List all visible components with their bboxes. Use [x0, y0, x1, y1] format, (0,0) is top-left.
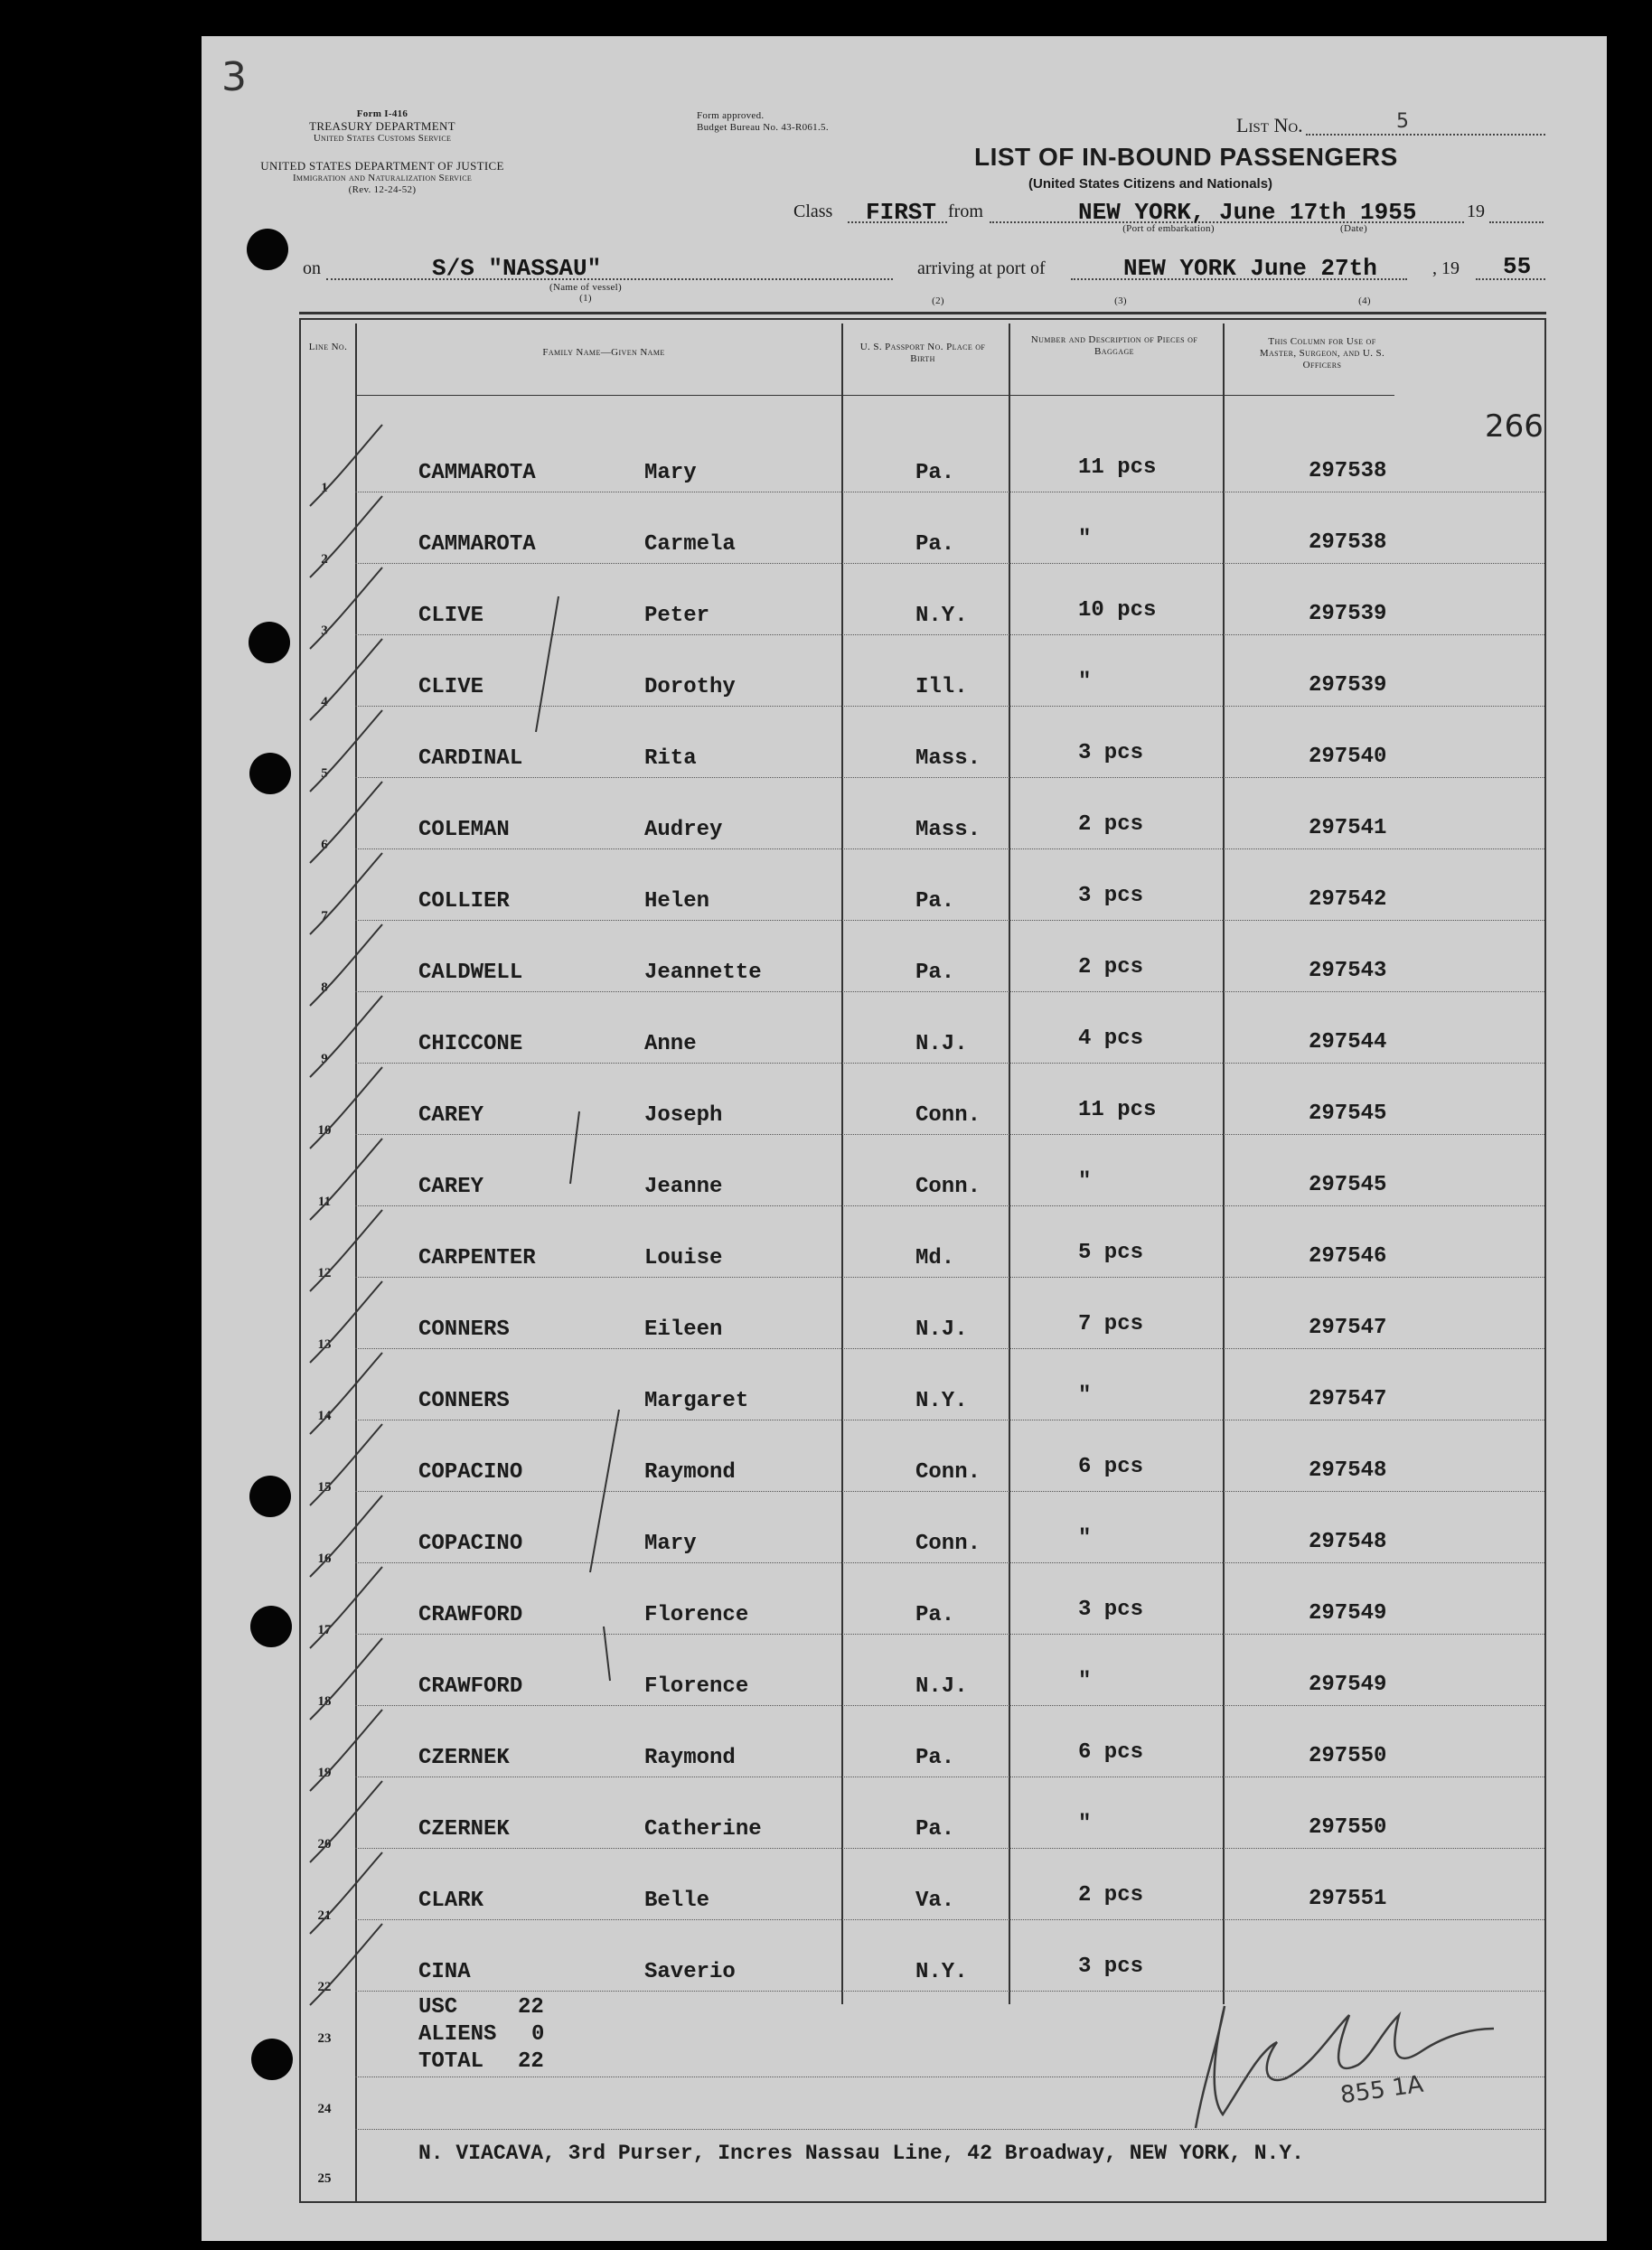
date-caption: (Date): [1340, 223, 1367, 234]
check-mark: [310, 853, 382, 934]
check-mark: [310, 1210, 382, 1291]
baggage-count: ": [1078, 1812, 1092, 1836]
arriving-label: arriving at port of: [917, 258, 1046, 278]
place-of-birth: N.Y.: [915, 1389, 968, 1413]
check-mark: [310, 496, 382, 577]
baggage-count: 2 pcs: [1078, 1883, 1144, 1908]
line-number: 15: [317, 1480, 332, 1495]
baggage-count: 6 pcs: [1078, 1455, 1144, 1479]
baggage-count: ": [1078, 1669, 1092, 1693]
line-number: 2: [321, 552, 328, 567]
officer-number: 297540: [1309, 745, 1387, 769]
punch-hole: [250, 1606, 292, 1647]
page-number: 266: [1485, 408, 1544, 445]
officer-number: 297549: [1309, 1673, 1387, 1697]
place-of-birth: Pa.: [915, 461, 955, 485]
given-name: Peter: [644, 604, 710, 628]
family-name: COLLIER: [418, 889, 510, 914]
officer-number: 297550: [1309, 1815, 1387, 1840]
family-name: CAREY: [418, 1103, 484, 1128]
check-mark: [310, 1567, 382, 1648]
place-of-birth: N.Y.: [915, 604, 968, 628]
line-number: 11: [317, 1195, 332, 1209]
check-mark: [310, 1139, 382, 1220]
from-year-suffix: 19: [1467, 202, 1485, 221]
place-of-birth: Pa.: [915, 889, 955, 914]
baggage-count: 3 pcs: [1078, 1955, 1144, 1979]
family-name: COPACINO: [418, 1532, 523, 1556]
officer-number: 297543: [1309, 959, 1387, 983]
baggage-count: ": [1078, 1526, 1092, 1551]
officer-number: 297541: [1309, 816, 1387, 840]
line-number: 18: [317, 1694, 332, 1709]
place-of-birth: Pa.: [915, 1603, 955, 1627]
line-number: 22: [317, 1980, 332, 1994]
family-name: CARDINAL: [418, 746, 523, 771]
officer-number: 297548: [1309, 1458, 1387, 1483]
punch-hole: [249, 753, 291, 794]
line-number: 17: [317, 1623, 332, 1637]
place-of-birth: N.J.: [915, 1032, 968, 1056]
family-name: CAREY: [418, 1175, 484, 1199]
family-name: CHICCONE: [418, 1032, 523, 1056]
from-value: NEW YORK, June 17th 1955: [1078, 199, 1417, 226]
form-title: LIST OF IN-BOUND PASSENGERS: [974, 143, 1398, 171]
check-mark: [310, 1781, 382, 1862]
given-name: Florence: [644, 1674, 749, 1699]
line-number: 7: [321, 909, 328, 923]
line-number: 12: [317, 1266, 332, 1280]
place-of-birth: Va.: [915, 1889, 955, 1913]
col-baggage: Number and Description of Pieces of Baggage: [1030, 334, 1198, 357]
check-mark: [310, 1424, 382, 1505]
baggage-count: ": [1078, 1169, 1092, 1194]
family-name: CINA: [418, 1960, 471, 1984]
baggage-count: ": [1078, 1383, 1092, 1408]
baggage-count: 7 pcs: [1078, 1312, 1144, 1336]
col-officers: This Column for Use of Master, Surgeon, and U. S. Officers: [1259, 336, 1385, 370]
vessel-name: S/S "NASSAU": [432, 255, 602, 282]
punch-hole: [249, 1476, 291, 1517]
officer-number: 297538: [1309, 459, 1387, 483]
line-number: 14: [317, 1409, 332, 1423]
place-of-birth: Pa.: [915, 1817, 955, 1842]
given-name: Helen: [644, 889, 710, 914]
check-mark: [310, 924, 382, 1006]
list-no-label: List No.: [1236, 114, 1303, 136]
line-number: 9: [321, 1052, 328, 1066]
given-name: Eileen: [644, 1317, 723, 1342]
revision-date: (Rev. 12-24-52): [348, 184, 417, 195]
family-name: CZERNEK: [418, 1817, 510, 1842]
class-value: FIRST: [866, 199, 937, 226]
usc-value: 22: [518, 1995, 544, 2020]
check-mark: [310, 425, 382, 506]
bracket-stroke: [590, 1410, 619, 1572]
family-name: COLEMAN: [418, 818, 510, 842]
baggage-count: 2 pcs: [1078, 955, 1144, 980]
given-name: Rita: [644, 746, 697, 771]
baggage-count: 2 pcs: [1078, 812, 1144, 837]
place-of-birth: Pa.: [915, 532, 955, 557]
place-of-birth: Conn.: [915, 1532, 981, 1556]
arriving-value: NEW YORK June 27th: [1123, 255, 1377, 282]
officer-number: 297544: [1309, 1030, 1387, 1055]
place-of-birth: Conn.: [915, 1103, 981, 1128]
col-line-no: Line No.: [308, 342, 348, 352]
check-mark: [310, 710, 382, 792]
col-name: Family Name—Given Name: [542, 347, 665, 358]
check-mark: [310, 1495, 382, 1577]
family-name: CONNERS: [418, 1389, 510, 1413]
aliens-value: 0: [531, 2022, 545, 2047]
punch-hole: [251, 2039, 293, 2080]
check-mark: [310, 1638, 382, 1720]
place-of-birth: N.Y.: [915, 1960, 968, 1984]
class-label: Class: [793, 202, 833, 221]
line-number: 16: [317, 1552, 332, 1566]
port-embark-caption: (Port of embarkation): [1122, 223, 1215, 234]
corner-handwritten-mark: 3: [221, 54, 247, 100]
aliens-label: ALIENS: [418, 2022, 497, 2047]
check-mark: [310, 1924, 382, 2005]
line-number: 3: [321, 623, 328, 638]
given-name: Jeanne: [644, 1175, 723, 1199]
officer-number: 297550: [1309, 1744, 1387, 1768]
signature-note: 855 1A: [1338, 2070, 1425, 2110]
bracket-stroke: [570, 1111, 579, 1184]
family-name: CRAWFORD: [418, 1674, 523, 1699]
officer-number: 297547: [1309, 1316, 1387, 1340]
place-of-birth: Conn.: [915, 1460, 981, 1485]
baggage-count: ": [1078, 670, 1092, 694]
bracket-stroke: [604, 1627, 610, 1681]
baggage-count: 10 pcs: [1078, 598, 1157, 623]
place-of-birth: Mass.: [915, 818, 981, 842]
officer-number: 297542: [1309, 887, 1387, 912]
baggage-count: 3 pcs: [1078, 1598, 1144, 1622]
family-name: CLIVE: [418, 604, 484, 628]
check-mark: [310, 996, 382, 1077]
place-of-birth: Md.: [915, 1246, 955, 1270]
line-number-23: 23: [317, 2031, 332, 2046]
budget-bureau: Budget Bureau No. 43-R061.5.: [697, 122, 829, 133]
given-name: Mary: [644, 1532, 697, 1556]
line-number: 1: [321, 481, 328, 495]
handwritten-check-marks: [202, 36, 1607, 2241]
given-name: Florence: [644, 1603, 749, 1627]
baggage-count: 11 pcs: [1078, 1098, 1157, 1122]
family-name: COPACINO: [418, 1460, 523, 1485]
line-number: 20: [317, 1837, 332, 1852]
officer-number: 297549: [1309, 1601, 1387, 1626]
line-number: 13: [317, 1337, 332, 1352]
arriving-year-prefix: , 19: [1432, 258, 1460, 278]
officer-number: 297551: [1309, 1887, 1387, 1911]
given-name: Jeannette: [644, 961, 762, 985]
place-of-birth: N.J.: [915, 1317, 968, 1342]
customs-service: United States Customs Service: [313, 133, 452, 144]
place-of-birth: Mass.: [915, 746, 981, 771]
officer-number: 297539: [1309, 673, 1387, 698]
punch-hole: [249, 622, 290, 663]
bracket-stroke: [536, 596, 558, 732]
form-subtitle: (United States Citizens and Nationals): [1028, 176, 1273, 192]
line-number: 6: [321, 838, 328, 852]
given-name: Catherine: [644, 1817, 762, 1842]
baggage-count: 5 pcs: [1078, 1241, 1144, 1265]
check-mark: [310, 1067, 382, 1148]
given-name: Raymond: [644, 1746, 736, 1770]
given-name: Margaret: [644, 1389, 749, 1413]
check-mark: [310, 1281, 382, 1363]
form-approved: Form approved.: [697, 110, 765, 121]
place-of-birth: Pa.: [915, 1746, 955, 1770]
footer-purser-line: N. VIACAVA, 3rd Purser, Incres Nassau Line, 42 Broadway, NEW YORK, N.Y.: [418, 2142, 1304, 2165]
given-name: Saverio: [644, 1960, 736, 1984]
line-number: 19: [317, 1766, 332, 1780]
baggage-count: 3 pcs: [1078, 741, 1144, 765]
caption-3: (3): [1114, 295, 1127, 306]
punch-hole: [247, 229, 288, 270]
form-page: [202, 36, 1607, 2241]
line-number-25: 25: [317, 2171, 332, 2186]
family-name: CLIVE: [418, 675, 484, 699]
check-mark: [310, 567, 382, 649]
usc-label: USC: [418, 1995, 458, 2020]
family-name: CLARK: [418, 1889, 484, 1913]
check-mark: [310, 1710, 382, 1791]
place-of-birth: Conn.: [915, 1175, 981, 1199]
caption-2: (2): [932, 295, 944, 306]
given-name: Dorothy: [644, 675, 736, 699]
given-name: Raymond: [644, 1460, 736, 1485]
form-number: Form I-416: [356, 108, 408, 119]
family-name: CAMMAROTA: [418, 461, 536, 485]
baggage-count: 4 pcs: [1078, 1027, 1144, 1051]
given-name: Mary: [644, 461, 697, 485]
total-value: 22: [518, 2049, 544, 2074]
check-mark: [310, 1852, 382, 1934]
officer-number: 297545: [1309, 1102, 1387, 1126]
given-name: Anne: [644, 1032, 697, 1056]
officer-number: 297548: [1309, 1530, 1387, 1554]
line-number: 5: [321, 766, 328, 781]
given-name: Carmela: [644, 532, 736, 557]
baggage-count: 6 pcs: [1078, 1740, 1144, 1765]
line-number-24: 24: [317, 2102, 332, 2116]
family-name: CALDWELL: [418, 961, 523, 985]
line-number: 21: [317, 1908, 332, 1923]
ins-service: Immigration and Naturalization Service: [292, 173, 473, 183]
line-number: 4: [321, 695, 328, 709]
total-label: TOTAL: [418, 2049, 484, 2074]
officer-number: 297538: [1309, 530, 1387, 555]
family-name: CRAWFORD: [418, 1603, 523, 1627]
officer-number: 297546: [1309, 1244, 1387, 1269]
arriving-year: 55: [1503, 253, 1532, 280]
on-label: on: [303, 258, 321, 278]
family-name: CARPENTER: [418, 1246, 536, 1270]
officer-number: 297547: [1309, 1387, 1387, 1411]
col-passport: U. S. Passport No. Place of Birth: [859, 342, 986, 364]
justice-dept: UNITED STATES DEPARTMENT OF JUSTICE: [260, 159, 504, 173]
check-mark: [310, 1353, 382, 1434]
vessel-caption: (Name of vessel): [549, 282, 622, 293]
baggage-count: ": [1078, 527, 1092, 551]
caption-4: (4): [1358, 295, 1371, 306]
officer-number: 297539: [1309, 602, 1387, 626]
check-mark: [310, 639, 382, 720]
from-label: from: [948, 202, 983, 221]
given-name: Joseph: [644, 1103, 723, 1128]
check-mark: [310, 782, 382, 863]
family-name: CAMMAROTA: [418, 532, 536, 557]
line-number: 10: [317, 1123, 332, 1138]
baggage-count: 11 pcs: [1078, 455, 1157, 480]
list-no-value: 5: [1396, 110, 1409, 133]
place-of-birth: Ill.: [915, 675, 968, 699]
treasury-dept: TREASURY DEPARTMENT: [309, 119, 455, 133]
place-of-birth: N.J.: [915, 1674, 968, 1699]
line-number: 8: [321, 980, 328, 995]
baggage-count: 3 pcs: [1078, 884, 1144, 908]
given-name: Louise: [644, 1246, 723, 1270]
place-of-birth: Pa.: [915, 961, 955, 985]
caption-1: (1): [579, 293, 592, 304]
family-name: CZERNEK: [418, 1746, 510, 1770]
officer-number: 297545: [1309, 1173, 1387, 1197]
family-name: CONNERS: [418, 1317, 510, 1342]
given-name: Belle: [644, 1889, 710, 1913]
given-name: Audrey: [644, 818, 723, 842]
